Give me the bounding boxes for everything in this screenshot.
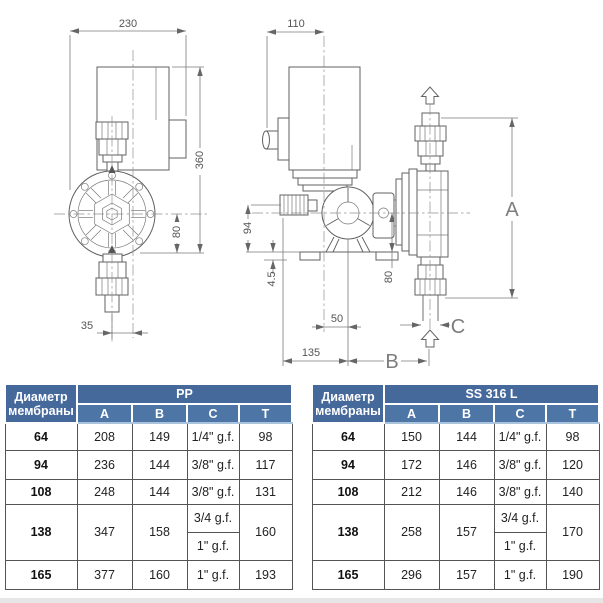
svg-text:360: 360 (194, 150, 206, 170)
cell-a: 236 (77, 450, 132, 479)
cell-c: 3/8" g.f. (187, 450, 239, 479)
cell-diameter: 138 (5, 504, 77, 560)
cell-t: 120 (546, 450, 599, 479)
cell-t: 98 (239, 423, 292, 450)
svg-text:80: 80 (383, 270, 395, 284)
cell-t: 131 (239, 479, 292, 504)
cell-c: 1" g.f. (187, 560, 239, 589)
table-row (5, 450, 292, 479)
cell-diameter: 165 (312, 560, 384, 589)
cell-c: 3/8" g.f. (187, 479, 239, 504)
cell-c-lower: 1" g.f. (187, 532, 239, 560)
cell-b: 157 (439, 560, 494, 589)
cell-t: 160 (239, 504, 292, 560)
cell-t: 170 (546, 504, 599, 560)
adjustment-knob (280, 195, 317, 215)
pump-side-view (241, 18, 521, 373)
col-header-a: A (384, 404, 439, 423)
valve-column-bottom (415, 257, 446, 321)
cell-a: 296 (384, 560, 439, 589)
svg-text:B: B (385, 351, 399, 373)
table-row (5, 504, 292, 532)
cell-a: 347 (77, 504, 132, 560)
cell-b: 146 (439, 479, 494, 504)
table-row (312, 423, 599, 450)
table-row (5, 479, 292, 504)
material-group-header: PP (77, 384, 292, 404)
cell-c: 1" g.f. (494, 560, 546, 589)
dim-4-5 (264, 240, 287, 287)
page-bottom-edge (0, 598, 603, 603)
cell-a: 150 (384, 423, 439, 450)
cell-diameter: 138 (312, 504, 384, 560)
cell-diameter: 108 (312, 479, 384, 504)
cell-t: 140 (546, 479, 599, 504)
pump-front-view (54, 18, 208, 344)
svg-text:35: 35 (80, 320, 94, 332)
cell-diameter: 64 (5, 423, 77, 450)
dim-50 (312, 313, 361, 327)
dim-94 (241, 205, 281, 252)
dim-B (348, 349, 427, 373)
dim-135 (283, 347, 348, 361)
cell-c: 3/8" g.f. (494, 479, 546, 504)
cell-c-upper: 3/4 g.f. (187, 504, 239, 532)
spec-table-ss316l (311, 383, 600, 590)
svg-text:50: 50 (330, 313, 344, 325)
dim-80-left (170, 214, 183, 253)
col-header-t: T (239, 404, 292, 423)
spec-table-pp (4, 383, 293, 590)
dim-A (441, 118, 521, 298)
pump-base (246, 237, 398, 260)
cell-diameter: 94 (5, 450, 77, 479)
table-row (312, 504, 599, 532)
table-row (312, 450, 599, 479)
valve-column-top (415, 113, 446, 171)
svg-text:A: A (505, 199, 519, 221)
svg-text:110: 110 (287, 18, 305, 30)
cell-b: 158 (132, 504, 187, 560)
cell-b: 144 (132, 479, 187, 504)
cell-c: 1/4" g.f. (187, 423, 239, 450)
terminal-box (169, 120, 186, 158)
cell-t: 117 (239, 450, 292, 479)
svg-text:230: 230 (118, 18, 138, 30)
cell-diameter: 165 (5, 560, 77, 589)
cell-a: 172 (384, 450, 439, 479)
cell-t: 190 (546, 560, 599, 589)
flow-direction-arrow-icon (422, 87, 439, 104)
col-header-c: C (187, 404, 239, 423)
cell-a: 212 (384, 479, 439, 504)
cell-b: 160 (132, 560, 187, 589)
svg-text:135: 135 (301, 347, 321, 359)
cell-t: 98 (546, 423, 599, 450)
cell-b: 144 (132, 450, 187, 479)
cell-c: 1/4" g.f. (494, 423, 546, 450)
cell-t: 193 (239, 560, 292, 589)
dim-35 (81, 314, 148, 339)
cell-a: 377 (77, 560, 132, 589)
cell-diameter: 94 (312, 450, 384, 479)
flow-direction-arrow-icon (422, 330, 439, 347)
col-header-a: A (77, 404, 132, 423)
cell-c-lower: 1" g.f. (494, 532, 546, 560)
cell-b: 157 (439, 504, 494, 560)
cell-a: 248 (77, 479, 132, 504)
col-header-t: T (546, 404, 599, 423)
cell-b: 149 (132, 423, 187, 450)
cell-b: 146 (439, 450, 494, 479)
table-row (5, 560, 292, 589)
cell-b: 144 (439, 423, 494, 450)
svg-text:C: C (450, 316, 466, 338)
material-group-header: SS 316 L (384, 384, 599, 404)
motor-body-side (289, 67, 360, 170)
col-header-c: C (494, 404, 546, 423)
diaphragm-diameter-header: Диаметр мембраны (312, 384, 384, 423)
cell-a: 208 (77, 423, 132, 450)
cell-a: 258 (384, 504, 439, 560)
cell-c: 3/8" g.f. (494, 450, 546, 479)
table-row (312, 479, 599, 504)
table-row (5, 423, 292, 450)
table-row (312, 560, 599, 589)
crank-housing (322, 187, 374, 239)
diaphragm-diameter-header: Диаметр мембраны (5, 384, 77, 423)
svg-text:94: 94 (242, 221, 254, 235)
svg-text:80: 80 (171, 225, 183, 239)
cell-diameter: 64 (312, 423, 384, 450)
col-header-b: B (439, 404, 494, 423)
svg-text:4.5: 4.5 (266, 271, 278, 287)
cell-diameter: 108 (5, 479, 77, 504)
cell-c-upper: 3/4 g.f. (494, 504, 546, 532)
col-header-b: B (132, 404, 187, 423)
